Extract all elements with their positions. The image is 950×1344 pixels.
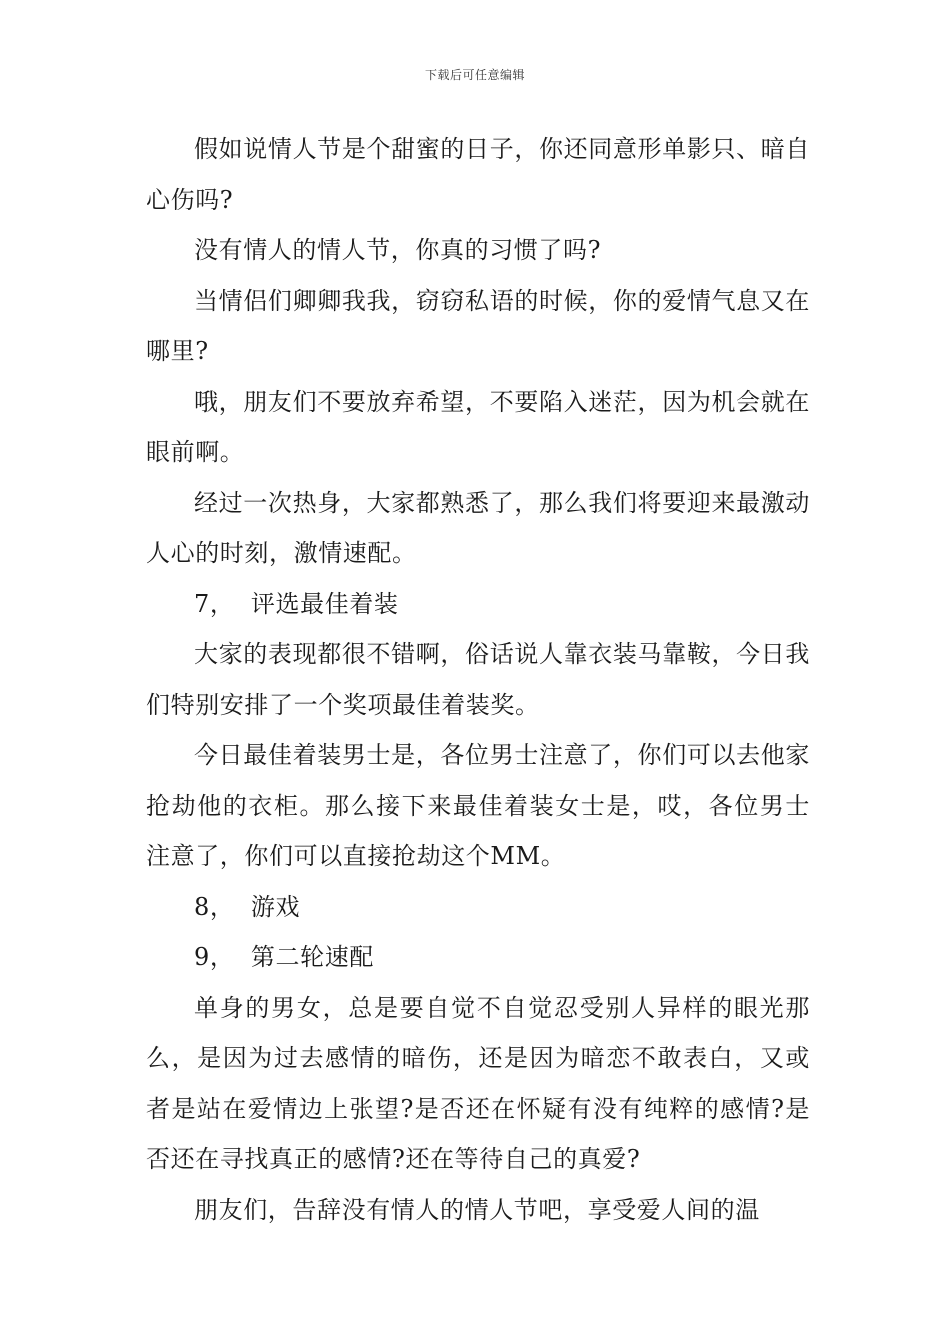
paragraph-6: 大家的表现都很不错啊，俗话说人靠衣装马靠鞍，今日我们特别安排了一个奖项最佳着装奖。 [146, 640, 810, 719]
document-body [146, 124, 810, 1235]
list-item-7: 7， 评选最佳着装 [194, 589, 399, 618]
paragraph-8: 单身的男女，总是要自觉不自觉忍受别人异样的眼光那么，是因为过去感情的暗伤，还是因为暗恋不敢表白，又或者是站在爱情边上张望?是否还在怀疑有没有纯粹的感情?是否还在寻找真正的感情?还在等待自己的真爱? [146, 993, 810, 1173]
paragraph-4: 哦，朋友们不要放弃希望，不要陷入迷茫，因为机会就在眼前啊。 [146, 387, 810, 466]
page-header: 下载后可任意编辑 [424, 68, 525, 82]
paragraph-3: 当情侣们卿卿我我，窃窃私语的时候，你的爱情气息又在哪里? [146, 286, 810, 365]
list-item-8: 8， 游戏 [194, 892, 301, 921]
list-item-9: 9， 第二轮速配 [194, 943, 374, 971]
paragraph-2: 没有情人的情人节，你真的习惯了吗? [194, 236, 602, 264]
paragraph-9: 朋友们，告辞没有情人的情人节吧，享受爱人间的温 [194, 1195, 760, 1224]
paragraph-5: 经过一次热身，大家都熟悉了，那么我们将要迎来最激动人心的时刻，激情速配。 [146, 488, 810, 567]
paragraph-7: 今日最佳着装男士是，各位男士注意了，你们可以去他家抢劫他的衣柜。那么接下来最佳着装女士是，哎，各位男士注意了，你们可以直接抢劫这个MM。 [146, 741, 810, 870]
paragraph-1: 假如说情人节是个甜蜜的日子，你还同意形单影只、暗自心伤吗? [146, 135, 810, 214]
